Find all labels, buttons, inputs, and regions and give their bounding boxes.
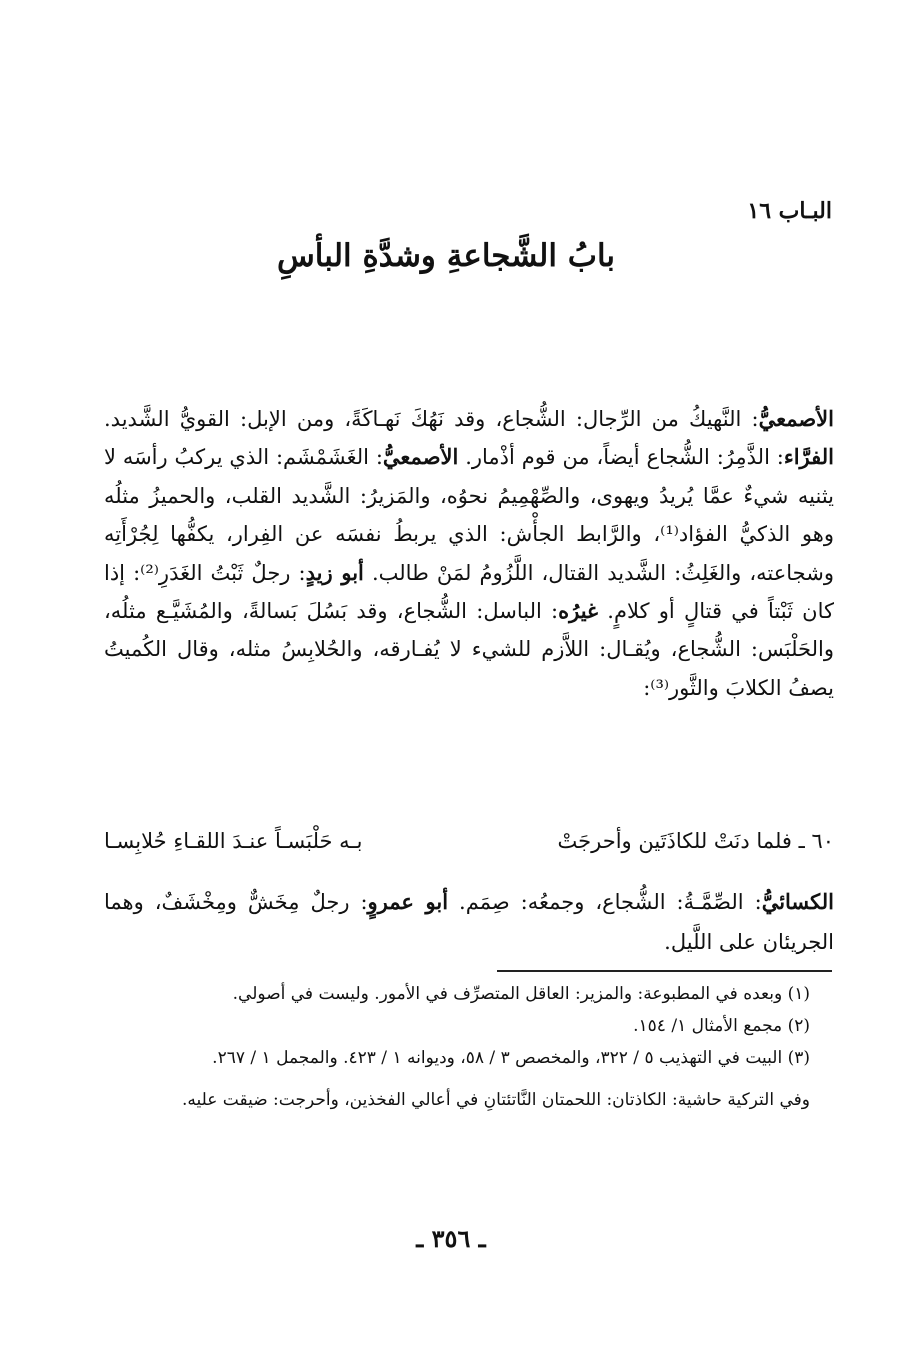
footnote-1: (١) وبعده في المطبوعة: والمزير: العاقل المتصرِّف في الأمور. وليست في أصولي. xyxy=(232,984,810,1004)
poetry-verse xyxy=(104,822,834,860)
paragraph-segment: : النَّهيكُ من الرِّجال: الشُّجاع، وقد نَهُكَ نَهـاكَةً، ومن الإبل: القويُّ الشَّديد. xyxy=(104,407,759,431)
footnote-divider xyxy=(497,970,832,972)
paragraph-segment: : رجلٌ مِخَشٌّ ومِخْشَفٌ، وهما الجريئان على اللَّيل. xyxy=(104,890,834,954)
footnote-2: (٢) مجمع الأمثال ١/ ١٥٤. xyxy=(633,1016,810,1036)
main-paragraph-text xyxy=(104,400,834,707)
narrator-abu-amr: أبو عمروٍ xyxy=(367,889,449,914)
paragraph-segment: : الغَشَمْشَم: الذي يركبُ رأسَه لا يثنيه شيءٌ عمَّا يُريدُ ويهوى، والصِّهْمِيمُ نحوُه، والمَزيرُ: الشَّديد القلب، والحميزُ مثلُه وهو الذكيُّ الفؤاد⁽¹⁾، والرَّابط الجأْش: الذي يربطُ نفسَه عن الفِرار، يكفُّها لِجُرْأَتِه وشجاعته، والغَلِثُ: الشَّديد القتال، اللَّزُومُ لمَنْ طالب. xyxy=(104,445,834,585)
narrator-farra: الفرَّاء xyxy=(783,444,834,470)
footnote-margin-note: وفي التركية حاشية: الكاذتان: اللحمتان النَّاتئتانِ في أعالي الفخذين، وأحرجت: ضيقت عليه. xyxy=(181,1090,810,1110)
narrator-asmai: الأصمعيُّ xyxy=(382,444,459,470)
verse-second-hemistich: بـه حَلْبَسـاً عنـدَ اللقـاءِ حُلابِسـا xyxy=(104,829,363,853)
narrator-asmai: الأصمعيُّ xyxy=(758,406,834,431)
page-number: ـ ٣٥٦ ـ xyxy=(416,1224,486,1253)
paragraph-segment: : الصِّمَّـةُ: الشُّجاع، وجمعُه: صِمَم. xyxy=(448,890,762,914)
verse-first-hemistich: ٦٠ ـ فلما دنَتْ للكاذَتَين وأحرجَتْ xyxy=(557,829,834,853)
paragraph-segment: : الذَّمِرُ: الشُّجاع أيضاً، من قوم أذْمار. xyxy=(458,445,784,470)
footnotes xyxy=(102,978,810,1116)
paragraph-segment: : الباسل: الشُّجاع، وقد بَسُلَ بَسالةً، والمُشَيَّـع مثلُه، والحَلْبَس: الشُّجاع، ويُقـال: اللاَّزم للشيء لا يُفـارقه، والحُلابِسُ مثله، وقال الكُميتُ يصفُ الكلابَ والثَّور⁽³⁾: xyxy=(104,599,834,700)
chapter-label: البـاب ١٦ xyxy=(747,198,832,224)
page-title: بابُ الشَّجاعةِ وشدَّةِ البأسِ xyxy=(276,238,616,274)
narrator-abu-zayd: أبو زيدٍ xyxy=(305,559,364,585)
second-paragraph xyxy=(104,882,834,962)
narrator-other: غيرُه xyxy=(558,598,599,624)
footnote-3: (٣) البيت في التهذيب ٥ / ٣٢٢، والمخصص ٣ / ٥٨، وديوانه ١ / ٤٢٣. والمجمل ١ / ٢٦٧. xyxy=(212,1048,810,1068)
paragraph-segment: : رجلٌ ثَبْتُ الغَدَرِ⁽²⁾: إذا كان ثَبْتاً في قتالٍ أو كلامٍ. xyxy=(104,560,834,624)
narrator-kisai: الكسائيُّ xyxy=(761,889,834,914)
main-paragraph xyxy=(104,400,834,707)
